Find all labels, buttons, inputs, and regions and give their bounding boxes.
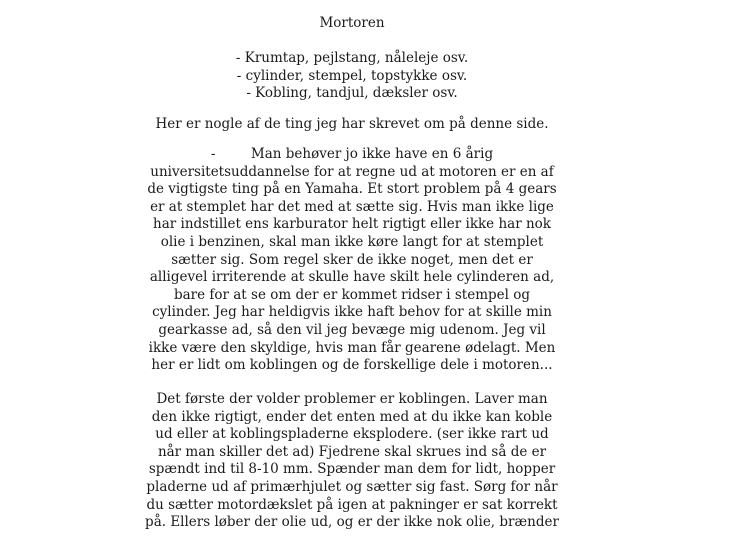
paragraph-line: er at stemplet har det med at sætte sig. Hvis man ikke lige <box>150 198 554 215</box>
paragraph-line-text: Man behøver jo ikke have en 6 årig <box>250 146 494 162</box>
topic-list <box>0 50 704 103</box>
paragraph-line: her er lidt om koblingen og de forskellige dele i motoren... <box>151 357 553 374</box>
paragraph-line: bare for at se om der er kommet ridser i stempel og <box>173 286 531 303</box>
paragraph-line: alligevel irriterende at skulle have skilt hele cylinderen ad, <box>149 269 555 286</box>
paragraph-line: de vigtigste ting på en Yamaha. Et stort problem på 4 gears <box>147 181 557 198</box>
paragraph-line: sætter sig. Som regel sker de ikke noget, men det er <box>171 251 533 268</box>
topic-item-cylinder: - cylinder, stempel, topstykke osv. <box>236 67 468 84</box>
list-dash: - <box>210 146 216 162</box>
paragraph-line: ikke være den skyldige, hvis man får gearene ødelagt. Men <box>148 339 556 356</box>
topic-item-crankshaft: - Krumtap, pejlstang, nåleleje osv. <box>235 50 469 66</box>
paragraph-line: cylinder. Jeg har heldigvis ikke haft behov for at skille min <box>152 304 552 321</box>
paragraph-line: Det første der volder problemer er koblingen. Laver man <box>156 391 548 407</box>
paragraph-line: ud eller at koblingspladerne eksplodere. (ser ikke rart ud <box>155 426 549 443</box>
paragraph-line: på. Ellers løber der olie ud, og er der ikke nok olie, brænder <box>145 514 559 531</box>
paragraph-engine <box>0 146 704 375</box>
paragraph-line: når man skiller det ad) Fjedrene skal skrues ind så de er <box>157 443 547 460</box>
page-title: Mortoren <box>319 15 385 31</box>
paragraph-line: den ikke rigtigt, ender det enten med at du ikke kan koble <box>151 408 553 425</box>
paragraph-line: pladerne ud af primærhjulet og sætter sig fast. Sørg for når <box>146 478 558 495</box>
paragraph-line: olie i benzinen, skal man ikke køre langt for at stemplet <box>160 233 544 250</box>
paragraph-clutch <box>0 391 704 532</box>
paragraph-line: spændt ind til 8-10 mm. Spænder man dem for lidt, hopper <box>148 461 556 478</box>
paragraph-line: du sætter motordækslet på igen at pakninger er sat korrekt <box>146 496 558 513</box>
topic-item-clutch: - Kobling, tandjul, dæksler osv. <box>246 85 458 101</box>
paragraph-line: har indstillet ens karburator helt rigtigt eller ikke har nok <box>153 216 551 233</box>
paragraph-line: universitetsuddannelse for at regne ud at motoren er en af <box>150 163 554 180</box>
paragraph-line <box>0 146 704 164</box>
paragraph-line: gearkasse ad, så den vil jeg bevæge mig udenom. Jeg vil <box>158 321 546 338</box>
intro-text: Her er nogle af de ting jeg har skrevet om på denne side. <box>155 116 549 132</box>
